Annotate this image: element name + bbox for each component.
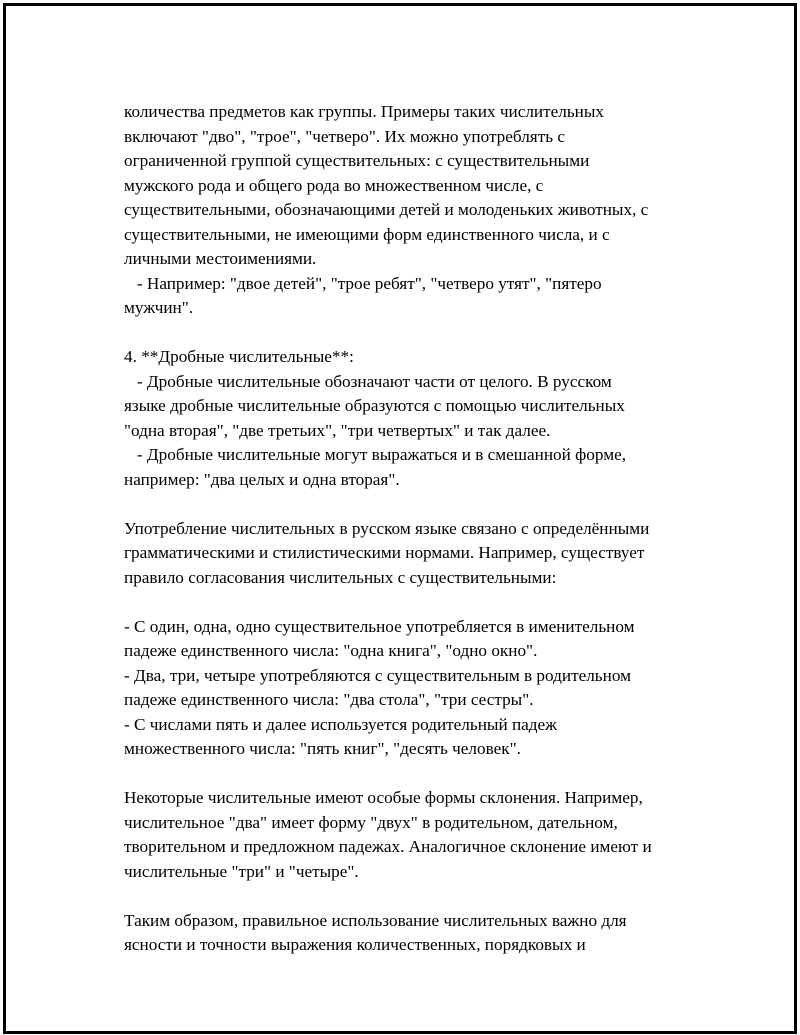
text-line: количества предметов как группы. Примеры таких числительных — [124, 102, 604, 121]
text-line: - С один, одна, одно существительное употребляется в именительном — [124, 616, 635, 636]
text-line: множественного числа: "пять книг", "десять человек". — [124, 739, 521, 758]
document-body — [124, 100, 724, 958]
text-line: существительными, обозначающими детей и молоденьких животных, с — [124, 200, 649, 219]
text-line: ограниченной группой существительных: с существительными — [124, 151, 590, 170]
blank-line — [124, 321, 724, 346]
blank-line — [124, 762, 724, 787]
text-line: - Дробные числительные могут выражаться и в смешанной форме, — [124, 445, 627, 464]
text-line: например: "два целых и одна вторая". — [124, 469, 400, 489]
text-line: числительные "три" и "четыре". — [124, 861, 359, 881]
text-line: правило согласования числительных с существительными: — [124, 567, 557, 587]
blank-line — [124, 590, 724, 615]
text-line: грамматическими и стилистическими нормами. Например, существует — [124, 543, 645, 562]
text-line: мужского рода и общего рода во множественном числе, с — [124, 175, 544, 195]
text-line: "одна вторая", "две третьих", "три четвертых" и так далее. — [124, 420, 551, 440]
text-line: падеже единственного числа: "два стола", "три сестры". — [124, 690, 534, 709]
text-line: творительном и предложном падежах. Аналогичное склонение имеют и — [124, 837, 652, 856]
text-line: Употребление числительных в русском языке связано с определёнными — [124, 518, 650, 538]
blank-line — [124, 884, 724, 909]
text-line: 4. **Дробные числительные**: — [124, 347, 354, 366]
page-frame — [3, 3, 797, 1034]
blank-line — [124, 492, 724, 517]
text-line: - Дробные числительные обозначают части от целого. В русском — [124, 371, 612, 391]
text-line: - Два, три, четыре употребляются с существительным в родительном — [124, 665, 631, 685]
text-line: мужчин". — [124, 298, 194, 317]
text-line: включают "дво", "трое", "четверо". Их можно употреблять с — [124, 126, 565, 146]
text-line: числительное "два" имеет форму "двух" в родительном, дательном, — [124, 812, 618, 832]
text-line: - С числами пять и далее используется родительный падеж — [124, 714, 558, 734]
text-line: падеже единственного числа: "одна книга", "одно окно". — [124, 641, 538, 660]
text-line: Таким образом, правильное использование числительных важно для — [124, 910, 627, 930]
text-line: языке дробные числительные образуются с помощью числительных — [124, 396, 625, 415]
text-line: Некоторые числительные имеют особые формы склонения. Например, — [124, 788, 643, 807]
text-line: существительными, не имеющими форм единственного числа, и с — [124, 224, 610, 244]
text-line: ясности и точности выражения количественных, порядковых и — [124, 935, 586, 954]
text-line: личными местоимениями. — [124, 249, 317, 268]
text-line: - Например: "двое детей", "трое ребят", "четверо утят", "пятеро — [124, 273, 602, 293]
